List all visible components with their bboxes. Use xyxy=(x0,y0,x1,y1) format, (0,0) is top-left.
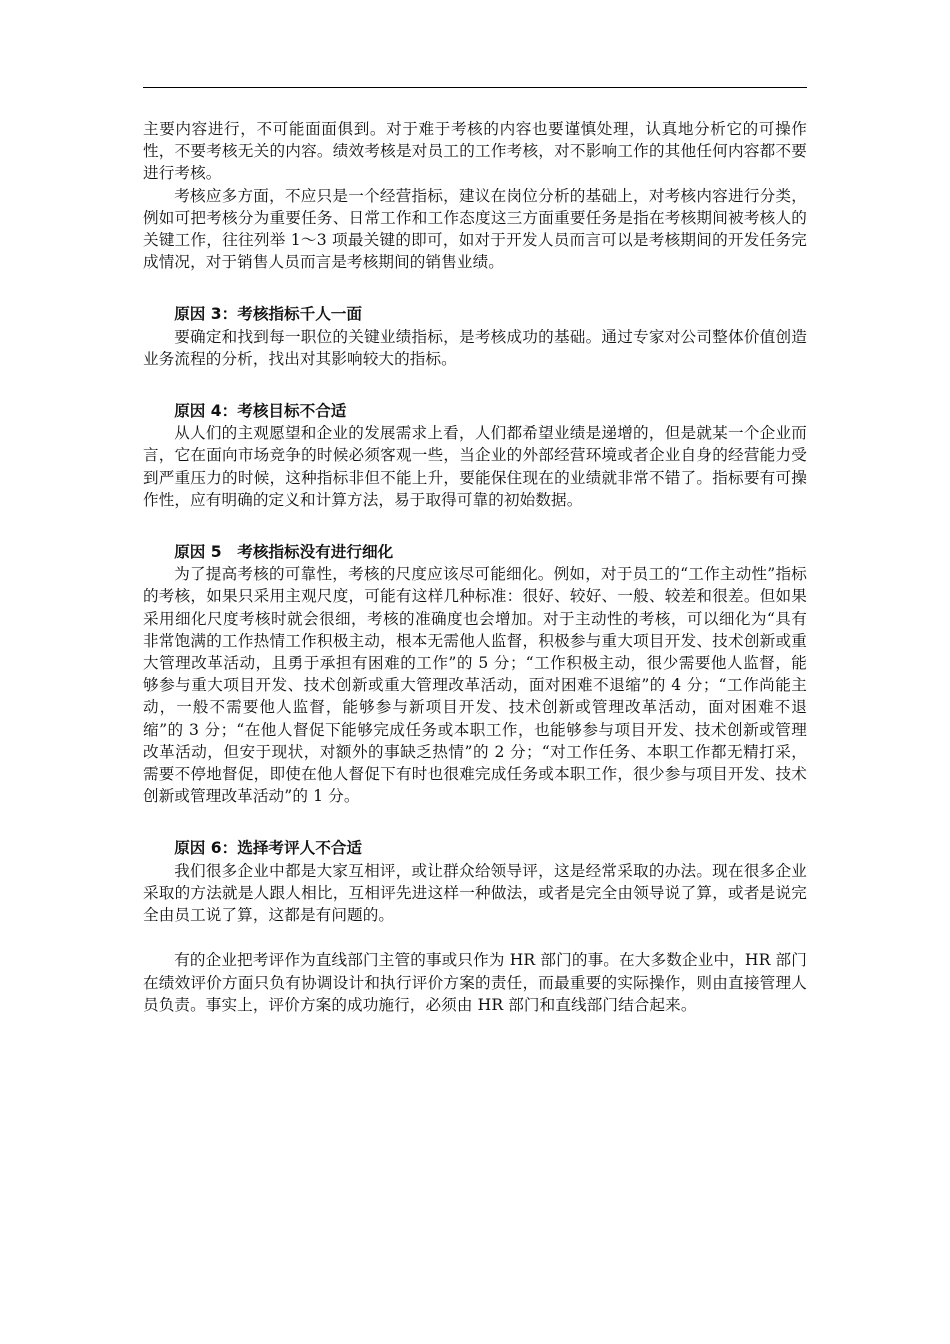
heading-reason-3: 原因 3：考核指标千人一面 xyxy=(174,305,362,324)
spacer xyxy=(143,273,807,303)
paragraph-reason-4: 从人们的主观愿望和企业的发展需求上看，人们都希望业绩是递增的，但是就某一个企业而言，它在面向市场竞争的时候必须客观一些，当企业的外部经营环境或者企业自身的经营能力受到严重压力的时候，这种指标非但不能上升，要能保住现在的业绩就非常不错了。指标要有可操作性，应有明确的定义和计算方法，易于取得可靠的初始数据。 xyxy=(143,424,807,509)
paragraph-hr-role: 有的企业把考评作为直线部门主管的事或只作为 HR 部门的事。在大多数企业中，HR 部门在绩效评价方面只负有协调设计和执行评价方案的责任，而最重要的实际操作，则由直接管理人员负责。事实上，评价方案的成功施行，必须由 HR 部门和直线部门结合起来。 xyxy=(143,951,807,1014)
spacer xyxy=(143,807,807,837)
spacer xyxy=(143,926,807,949)
paragraph-reason-3: 要确定和找到每一职位的关键业绩指标，是考核成功的基础。通过专家对公司整体价值创造业务流程的分析，找出对其影响较大的指标。 xyxy=(143,327,807,368)
spacer xyxy=(143,511,807,541)
document-body xyxy=(143,118,807,1016)
spacer xyxy=(143,370,807,400)
paragraph-assessment-scope: 考核应多方面，不应只是一个经营指标，建议在岗位分析的基础上，对考核内容进行分类，例如可把考核分为重要任务、日常工作和工作态度这三方面重要任务是指在考核期间被考核人的关键工作，往往列举 1～3 项最关键的即可，如对于开发人员而言可以是考核期间的开发任务完成情况，对于销售人员而言是考核期间的销售业绩。 xyxy=(143,186,807,272)
heading-reason-4: 原因 4：考核目标不合适 xyxy=(174,402,347,421)
paragraph-reason-5: 为了提高考核的可靠性，考核的尺度应该尽可能细化。例如，对于员工的“工作主动性”指标的考核，如果只采用主观尺度，可能有这样几种标准：很好、较好、一般、较差和很差。但如果采用细化尺度考核时就会很细，考核的准确度也会增加。对于主动性的考核，可以细化为“具有非常饱满的工作热情工作积极主动，根本无需他人监督，积极参与重大项目开发、技术创新或重大管理改革活动，且勇于承担有困难的工作”的 5 分；“工作积极主动，很少需要他人监督，能够参与重大项目开发、技术创新或重大管理改革活动，面对困难不退缩”的 4 分；“工作尚能主动，一般不需要他人监督，能够参与新项目开发、技术创新或管理改革活动，面对困难不退缩”的 3 分；“在他人督促下能够完成任务或本职工作，也能够参与项目开发、技术创新或管理改革活动，但安于现状，对额外的事缺乏热情”的 2 分；“对工作任务、本职工作都无精打采，需要不停地督促，即使在他人督促下有时也很难完成任务或本职工作，很少参与项目开发、技术创新或管理改革活动”的 1 分。 xyxy=(143,565,807,806)
paragraph-continuation: 主要内容进行，不可能面面俱到。对于难于考核的内容也要谨慎处理，认真地分析它的可操作性，不要考核无关的内容。绩效考核是对员工的工作考核，对不影响工作的其他任何内容都不要进行考核。 xyxy=(143,120,807,183)
heading-reason-5: 原因 5 考核指标没有进行细化 xyxy=(174,543,394,562)
header-rule xyxy=(143,87,807,88)
heading-reason-6: 原因 6：选择考评人不合适 xyxy=(174,839,362,858)
paragraph-reason-6: 我们很多企业中都是大家互相评，或让群众给领导评，这是经常采取的办法。现在很多企业采取的方法就是人跟人相比，互相评先进这样一种做法，或者是完全由领导说了算，或者是说完全由员工说了算，这都是有问题的。 xyxy=(143,861,807,925)
